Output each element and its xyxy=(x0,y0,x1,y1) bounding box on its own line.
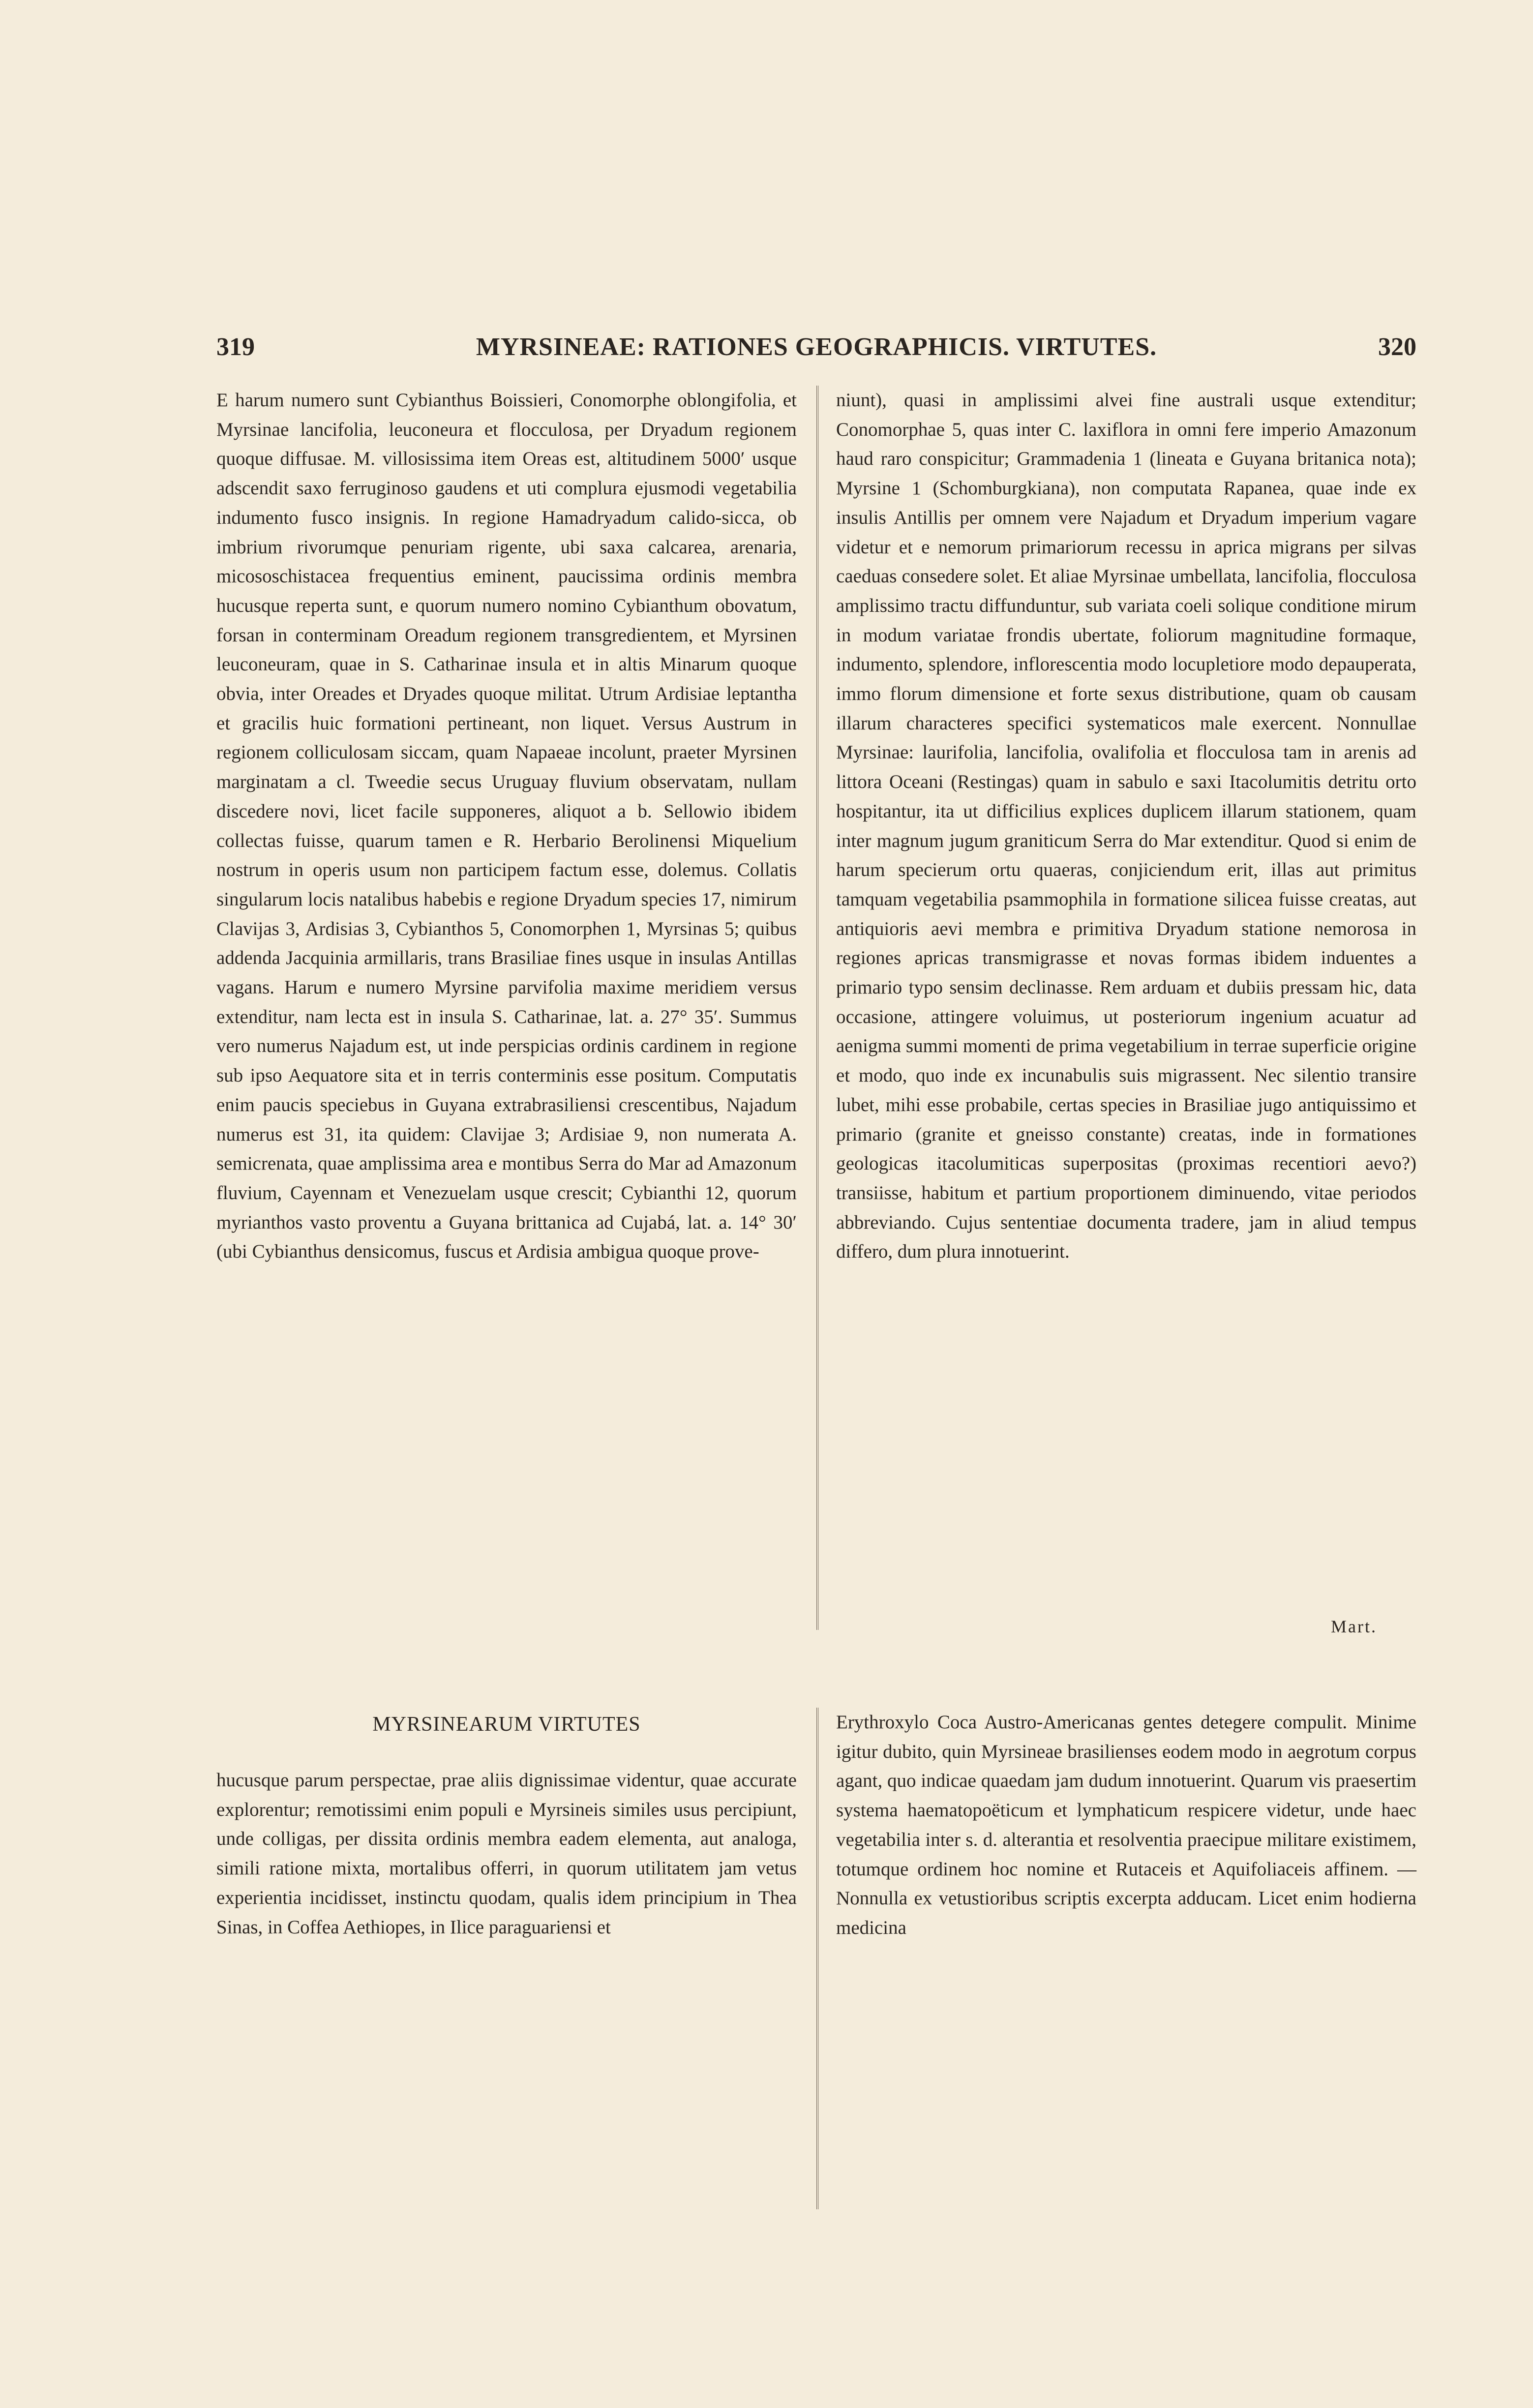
column-divider xyxy=(816,1708,818,2209)
paragraph: Erythroxylo Coca Austro-Americanas gentes detegere compulit. Minime igitur dubito, quin Myrsineae brasilienses eodem modo in aegrotum corpus agant, quo indicae quaedam jam dudum innotuerint. Quarum vis praesertim systema haematopoëticum et lymphaticum respicere videtur, unde haec vegetabilia inter s. d. alterantia et resolventia praecipue militare existimem, totumque ordinem hoc nomine et Rutaceis et Aquifoliaceis affinem. — Nonnulla ex vetustioribus scriptis excerpta adducam. Licet enim hodierna medicina xyxy=(836,1712,1416,1938)
running-header xyxy=(216,332,1416,367)
running-title: MYRSINEAE: RATIONES GEOGRAPHICIS. VIRTUTES. xyxy=(476,333,1157,361)
paragraph: niunt), quasi in amplissimi alvei fine australi usque extenditur; Conomorphae 5, quas inter C. laxiflora in omni fere imperio Amazonum haud raro conspicitur; Grammadenia 1 (lineata e Guyana britanica nota); Myrsine 1 (Schomburgkiana), non computata Rapanea, quae inde ex insulis Antillis per omnem vere Najadum et Dryadum imperium vagare videtur et e nemorum primariorum recessu in aprica migrans per silvas caeduas consedere solet. Et aliae Myrsinae umbellata, lancifolia, flocculosa amplissimo tractu diffunduntur, sub variata coeli solique conditione mirum in modum variatae frondis ubertate, foliorum magnitudine formaque, indumento, splendore, inflorescentia modo locupletiore modo depauperata, immo florum dimensione et forte sexus distributione, quam ob causam illarum characteres specifici systematicos male exercent. Nonnullae Myrsinae: laurifolia, lancifolia, ovalifolia et flocculosa tam in arenis ad littora Oceani (Restingas) quam in sabulo e saxi Itacolumitis detritu orto hospitantur, ita ut difficilius explices duplicem illarum stationem, quam inter magnum jugum graniticum Serra do Mar extenditur. Quod si enim de harum specierum ortu quaeras, conjiciendum erit, illas aut primitus tamquam vegetabilia psammophila in formatione silicea fuisse creatas, aut antiquioris aevi membra e primitiva Dryadum statione nemorosa in regiones apricas transmigrasse et novas formas ibidem induentes a primario typo sensim declinasse. Rem arduam et dubiis pressam hic, data occasione, attingere voluimus, ut posteriorum ingenium acuatur ad aenigma summi momenti de prima vegetabilium in terrae superficie origine et modo, quo inde ex incunabulis suis migrassent. Nec silentio transire lubet, mihi esse probabile, certas species in Brasiliae jugo antiquissimo et primario (granite et gneisso constante) creatas, inde in formationes geologicas itacolumiticas superpositas (proximas recentiori aevo?) transiisse, habitum et partium proportionem diminuendo, vitae periodos abbreviando. Cujus sententiae documenta tradere, jam in aliud tempus differo, dum plura innotuerint. xyxy=(836,390,1416,1263)
paragraph: hucusque parum perspectae, prae aliis dignissimae videntur, quae accurate explorentur; remotissimi enim populi e Myrsineis similes usus percipiunt, unde colligas, per dissita ordinis membra eadem elementa, aut analoga, simili ratione mixta, mortalibus offerri, in quorum utilitatem jam vetus experientia incidisset, instinctu quodam, qualis idem principium in Thea Sinas, in Coffea Aethiopes, in Ilice paraguariensi et xyxy=(216,1770,797,1938)
column-divider xyxy=(816,386,818,1630)
page-number-right: 320 xyxy=(1378,333,1416,361)
section-heading: MYRSINEARUM VIRTUTES xyxy=(372,1713,641,1736)
column-right-bottom xyxy=(836,1708,1416,1943)
paragraph: E harum numero sunt Cybianthus Boissieri, Conomorphe oblongifolia, et Myrsinae lancifolia, leuconeura et flocculosa, per Dryadum regionem quoque diffusae. M. villosissima item Oreas est, altitudinem 5000′ usque adscendit saxo ferruginoso gaudens et uti complura ejusmodi vegetabilia indumento fusco insignis. In regione Hamadryadum calido-sicca, ob imbrium rivorumque penuriam rigente, ubi saxa calcarea, arenaria, micososchistacea frequentius eminent, paucissima ordinis membra hucusque reperta sunt, e quorum numero nomino Cybianthum obovatum, forsan in conterminam Oreadum regionem transgredientem, et Myrsinen leuconeuram, quae in S. Catharinae insula et in altis Minarum quoque obvia, inter Oreades et Dryades quoque militat. Utrum Ardisiae leptantha et gracilis huic formationi pertineant, non liquet. Versus Austrum in regionem colliculosam siccam, quam Napaeae incolunt, praeter Myrsinen marginatam a cl. Tweedie secus Uruguay fluvium observatam, nullam discedere novi, licet facile supponeres, aliquot a b. Sellowio ibidem collectas fuisse, quarum tamen e R. Herbario Berolinensi Miquelium nostrum in operis usum non participem factum esse, dolemus. Collatis singularum locis natalibus habebis e regione Dryadum species 17, nimirum Clavijas 3, Ardisias 3, Cybianthos 5, Conomorphen 1, Myrsinas 5; quibus addenda Jacquinia armillaris, trans Brasiliae fines usque in insulas Antillas vagans. Harum e numero Myrsine parvifolia maxime meridiem versus extenditur, nam lecta est in insula S. Catharinae, lat. a. 27° 35′. Summus vero numerus Najadum est, ut inde perspicias ordinis cardinem in regione sub ipso Aequatore sita et in terris conterminis esse positum. Computatis enim paucis speciebus in Guyana extrabrasiliensi crescentibus, Najadum numerus est 31, ita quidem: Clavijae 3; Ardisiae 9, non numerata A. semicrenata, quae amplissima area e montibus Serra do Mar ad Amazonum fluvium, Cayennam et Venezuelam usque crescit; Cybianthi 12, quorum myrianthos vasto proventu a Guyana brittanica ad Cujabá, lat. a. 14° 30′ (ubi Cybianthus densicomus, fuscus et Ardisia ambigua quoque prove- xyxy=(216,390,797,1263)
column-left-bottom xyxy=(216,1766,797,1942)
page-number-left: 319 xyxy=(216,333,255,361)
column-right-top xyxy=(836,386,1416,1266)
column-left-top xyxy=(216,386,797,1266)
author-signature: Mart. xyxy=(1331,1617,1377,1636)
